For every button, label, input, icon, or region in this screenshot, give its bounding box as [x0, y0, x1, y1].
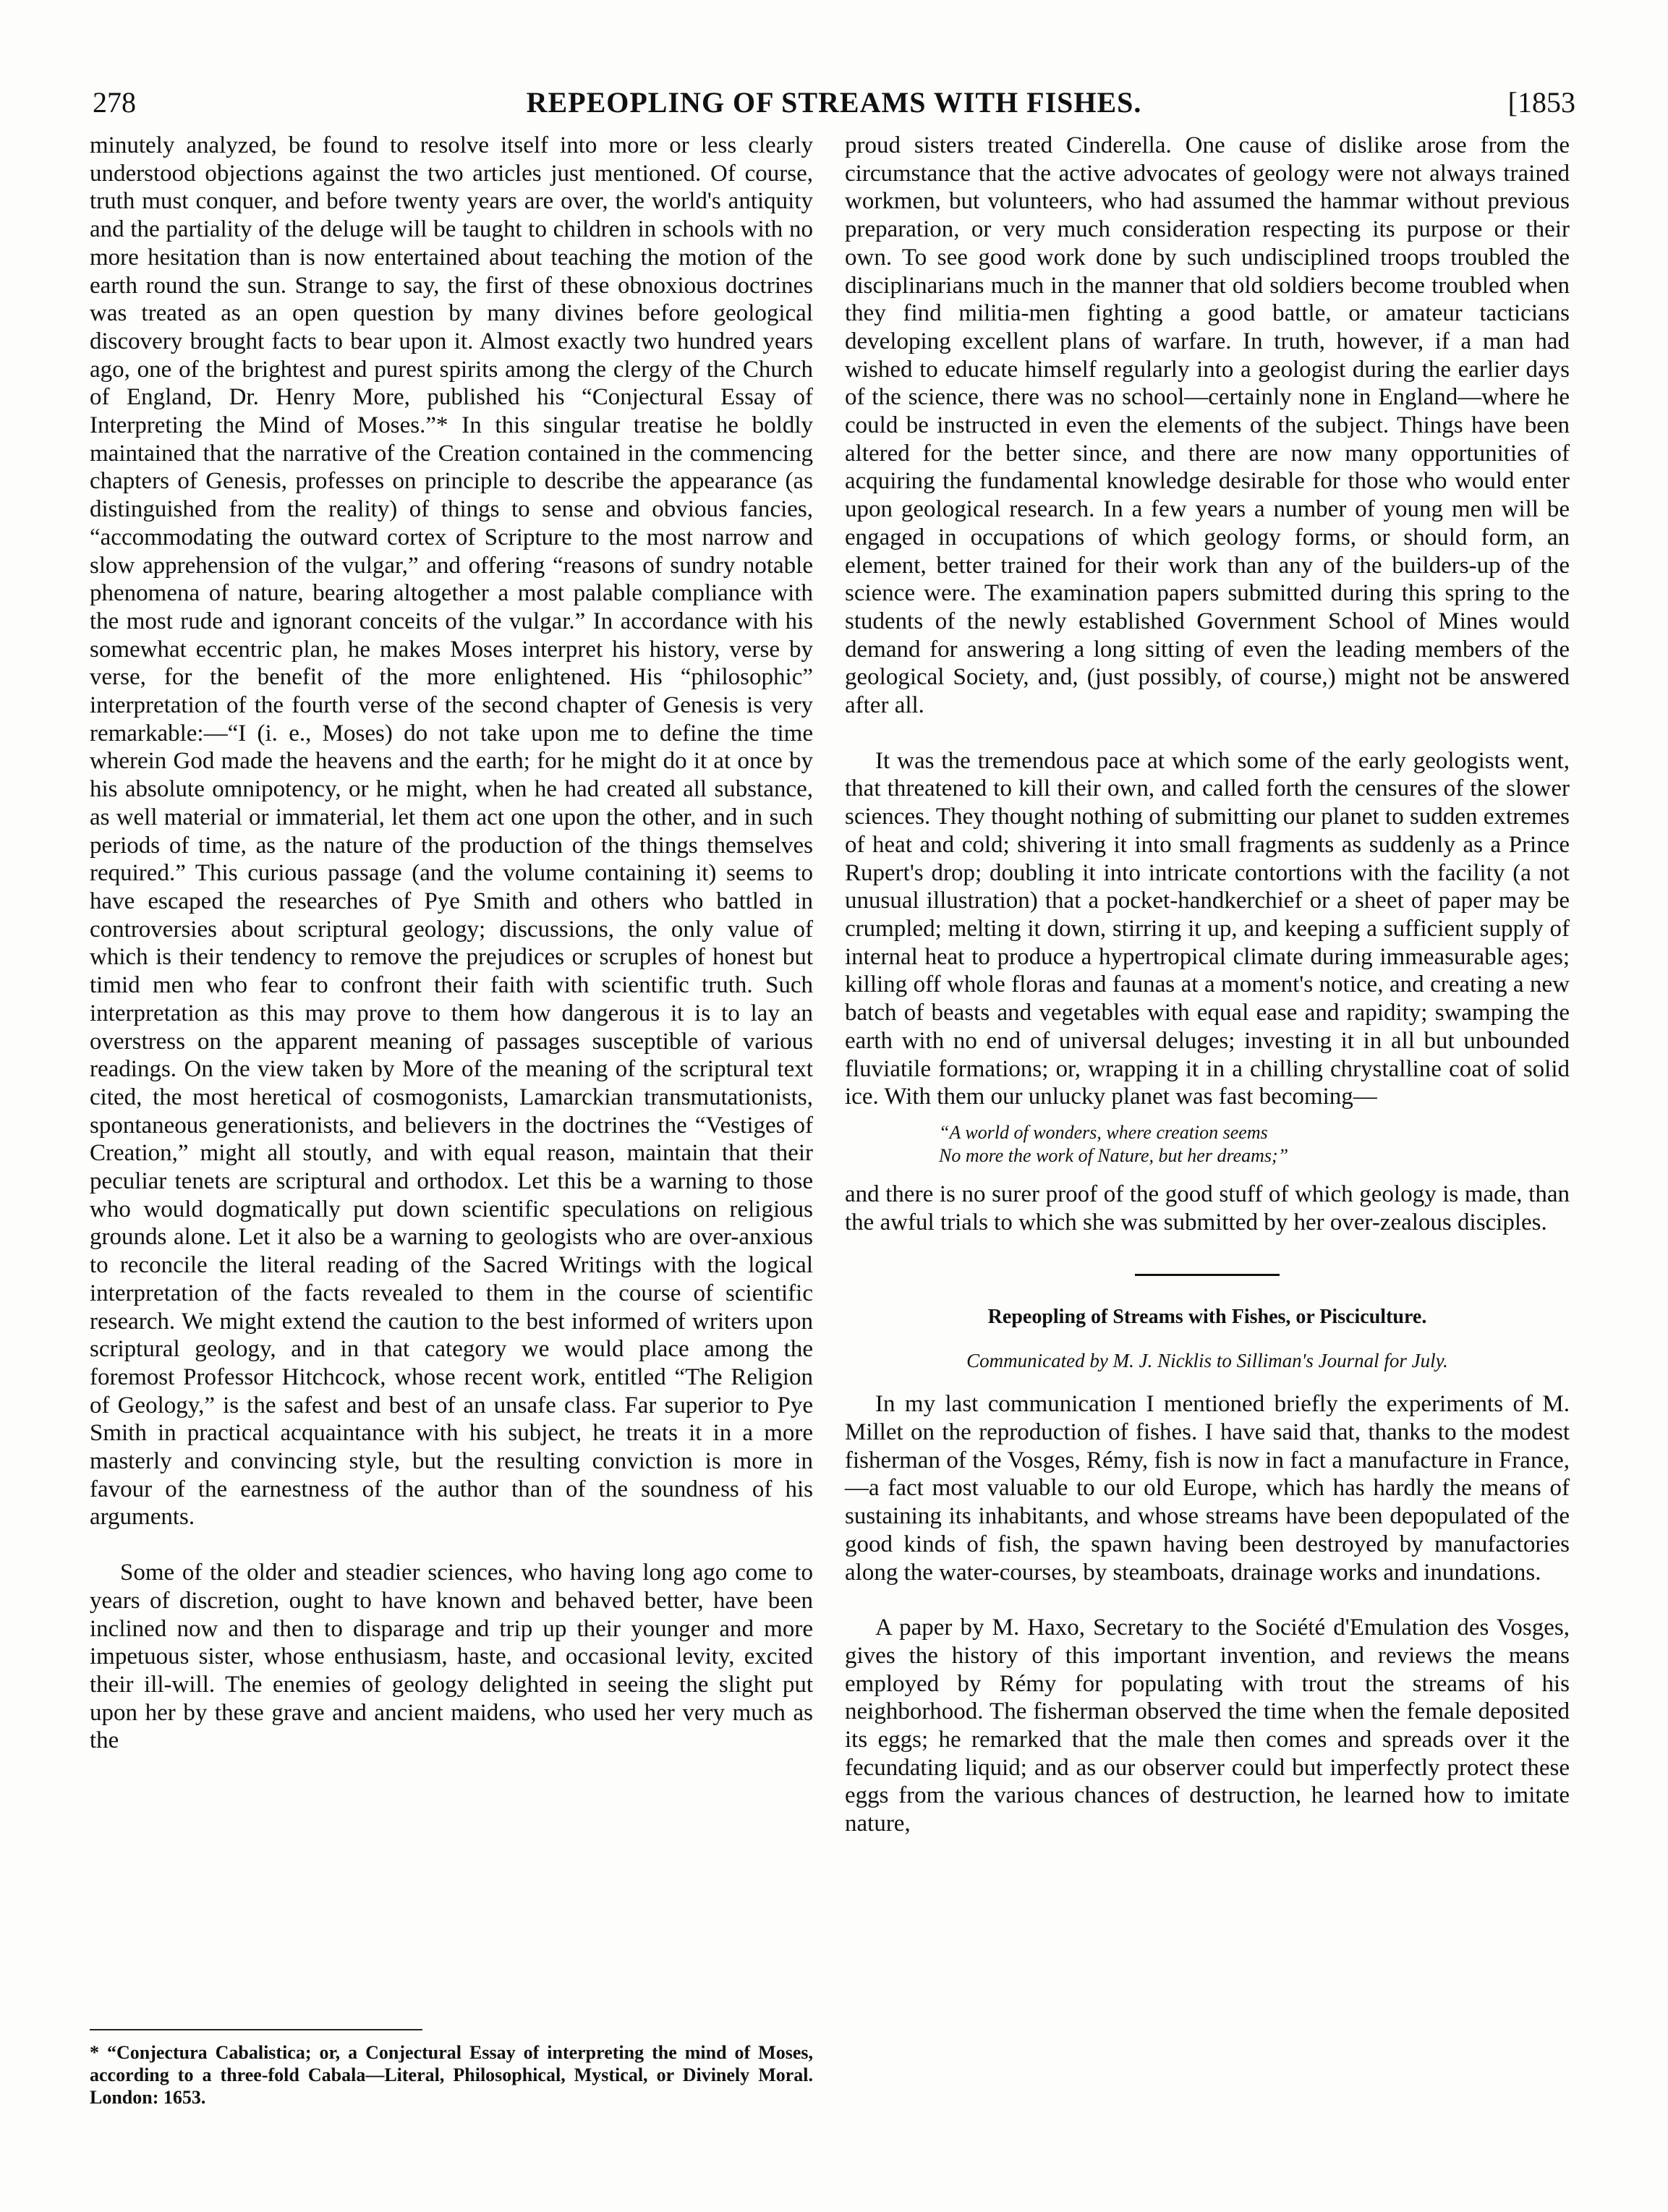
running-title: REPEOPLING OF STREAMS WITH FISHES.: [526, 86, 1142, 119]
footnote: * “Conjectura Cabalistica; or, a Conjectural Essay of interpreting the mind of Moses, according to a three-fold Cabala—Literal, Philosophical, Mystical, or Divinely Moral. London: 1653.: [90, 2042, 813, 2108]
right-paragraph-1: proud sisters treated Cinderella. One cause of dislike arose from the circumstance that the active advocates of geology were not always trained workmen, but volunteers, who had assumed the hammar without previous preparation, or very much consideration respecting its purpose or their own. To see good work done by such undisciplined troops troubled the disciplinarians much in the manner that old soldiers become troubled when they find militia-men fighting a good battle, or amateur tacticians developing excellent plans of warfare. In truth, however, if a man had wished to educate himself regularly into a geologist during the earlier days of the science, there was no school—certainly none in England—where he could be instructed in even the elements of the subject. Things have been altered for the better since, and there are now many opportunities of acquiring the fundamental knowledge desirable for those who would enter upon geological research. In a few years a number of young men will be engaged in occupations of which geology forms, or should form, an element, better trained for their work than any of the builders-up of the science were. The examination papers submitted during this spring to the students of the newly established Government School of Mines would demand for answering a long sitting of even the leading members of the geological Society, and, (just possibly, of course,) might not be answered after all.: [845, 132, 1570, 719]
right-paragraph-3: and there is no surer proof of the good stuff of which geology is made, than the awful trials to which she was submitted by her over-zealous disciples.: [845, 1181, 1570, 1235]
left-column: [90, 132, 813, 1755]
footnote-divider: [90, 2029, 422, 2030]
right-paragraph-2: It was the tremendous pace at which some of the early geologists went, that threatened to kill their own, and called forth the censures of the slower sciences. They thought nothing of submitting our planet to sudden extremes of heat and cold; shivering it into small fragments as suddenly as a Prince Rupert's drop; doubling it into intricate contortions with the facility (a not unusual illustration) that a pocket-handkerchief or a sheet of paper may be crumpled; melting it down, stirring it up, and keeping a sufficient supply of internal heat to produce a hypertropical climate during immeasurable ages; killing off whole floras and faunas at a moment's notice, and creating a new batch of beasts and vegetables with equal ease and rapidity; swamping the earth with no end of universal deluges; investing it in all but unbounded fluviatile formations; or, wrapping it in a chilling chrystalline coat of solid ice. With them our unlucky planet was fast becoming—: [845, 747, 1570, 1110]
page-header: [93, 81, 1575, 124]
section-title: Repeopling of Streams with Fishes, or Pisciculture.: [987, 1306, 1427, 1329]
poem-line-2: No more the work of Nature, but her dreams;”: [939, 1144, 1289, 1166]
right-paragraph-4: In my last communication I mentioned briefly the experiments of M. Millet on the reproduction of fishes. I have said that, thanks to the modest fisherman of the Vosges, Rémy, fish is now in fact a manufacture in France,—a fact most valuable to our old Europe, which has hardly the means of sustaining its inhabitants, and whose streams have been depopulated of the good kinds of fish, the spawn having been destroyed by manufactories along the water-courses, by steamboats, drainage works and inundations.: [845, 1391, 1570, 1586]
running-year: [1853: [1507, 86, 1575, 119]
right-paragraph-5: A paper by M. Haxo, Secretary to the Société d'Emulation des Vosges, gives the history of this important invention, and reviews the means employed by Rémy for populating with trout the streams of his neighborhood. The fisherman observed the time when the female deposited its eggs; he remarked that the male then comes and spreads over it the fecundating liquid; and as our observer could but imperfectly protect these eggs from the various chances of destruction, he learned how to imitate nature,: [845, 1615, 1570, 1837]
poem-line-1: “A world of wonders, where creation seems: [939, 1121, 1268, 1143]
section-divider: [1135, 1274, 1280, 1276]
page-number: 278: [93, 86, 136, 119]
poem-quote: [939, 1121, 1570, 1167]
left-paragraph-1: minutely analyzed, be found to resolve itself into more or less clearly understood objections against the two articles just mentioned. Of course, truth must conquer, and before twenty years are over, the world's antiquity and the partiality of the deluge will be taught to children in schools with no more hesitation than is now entertained about teaching the motion of the earth round the sun. Strange to say, the first of these obnoxious doctrines was treated as an open question by many divines before geological discovery brought facts to bear upon it. Almost exactly two hundred years ago, one of the brightest and purest spirits among the clergy of the Church of England, Dr. Henry More, published his “Conjectural Essay of Interpreting the Mind of Moses.”* In this singular treatise he boldly maintained that the narrative of the Creation contained in the commencing chapters of Genesis, professes on principle to describe the appearance (as distinguished from the reality) of things to sense and obvious fancies, “accommodating the outward cortex of Scripture to the most narrow and slow apprehension of the vulgar,” and offering “reasons of sundry notable phenomena of nature, bearing altogether a most palable compliance with the most rude and ignorant conceits of the vulgar.” In accordance with his somewhat eccentric plan, he makes Moses interpret his history, verse by verse, for the benefit of the more enlightened. His “philosophic” interpretation of the fourth verse of the second chapter of Genesis is very remarkable:—“I (i. e., Moses) do not take upon me to define the time wherein God made the heavens and the earth; for he might do it at once by his absolute omnipotency, or he might, when he had created all substance, as well material or immaterial, let them act one upon the other, and in such periods of time, as the nature of the production of the things themselves required.” This curious passage (and the volume containing it) seems to have escaped the researches of Pye Smith and others who battled in controversies about scriptural geology; discussions, the only value of which is their tendency to remove the prejudices or scruples of honest but timid men who fear to confront their faith with scientific truth. Such interpretation as this may prove to them how dangerous it is to lay an overstress on the apparent meaning of passages susceptible of various readings. On the view taken by More of the meaning of the scriptural text cited, the most heretical of cosmogonists, Lamarckian transmutationists, spontaneous generationists, and believers in the doctrines the “Vestiges of Creation,” might all stoutly, and with equal reason, maintain that their peculiar tenets are scriptural and orthodox. Let this be a warning to those who would dogmatically put down scientific speculations on religious grounds alone. Let it also be a warning to geologists who are over-anxious to reconcile the literal reading of the Sacred Writings with the logical interpretation of the facts revealed to them in the course of scientific research. We might extend the caution to the best informed of writers upon scriptural geology, and in that category we would place among the foremost Professor Hitchcock, whose recent work, entitled “The Religion of Geology,” is the safest and best of an unsafe class. Far superior to Pye Smith in practical acquaintance with his subject, he treats it in a more masterly and convincing style, but the resulting conviction is more in favour of the earnestness of the author than of the soundness of his arguments.: [90, 132, 813, 1531]
section-subtitle: Communicated by M. J. Nicklis to Silliman's Journal for July.: [966, 1350, 1448, 1372]
right-column: [845, 132, 1570, 1838]
left-paragraph-2: Some of the older and steadier sciences, who having long ago come to years of discretion, ought to have known and behaved better, have been inclined now and then to disparage and trip up their younger and more impetuous sister, whose enthusiasm, haste, and occasional levity, excited their ill-will. The enemies of geology delighted in seeing the slight put upon her by these grave and ancient maidens, who used her very much as the: [90, 1560, 813, 1754]
